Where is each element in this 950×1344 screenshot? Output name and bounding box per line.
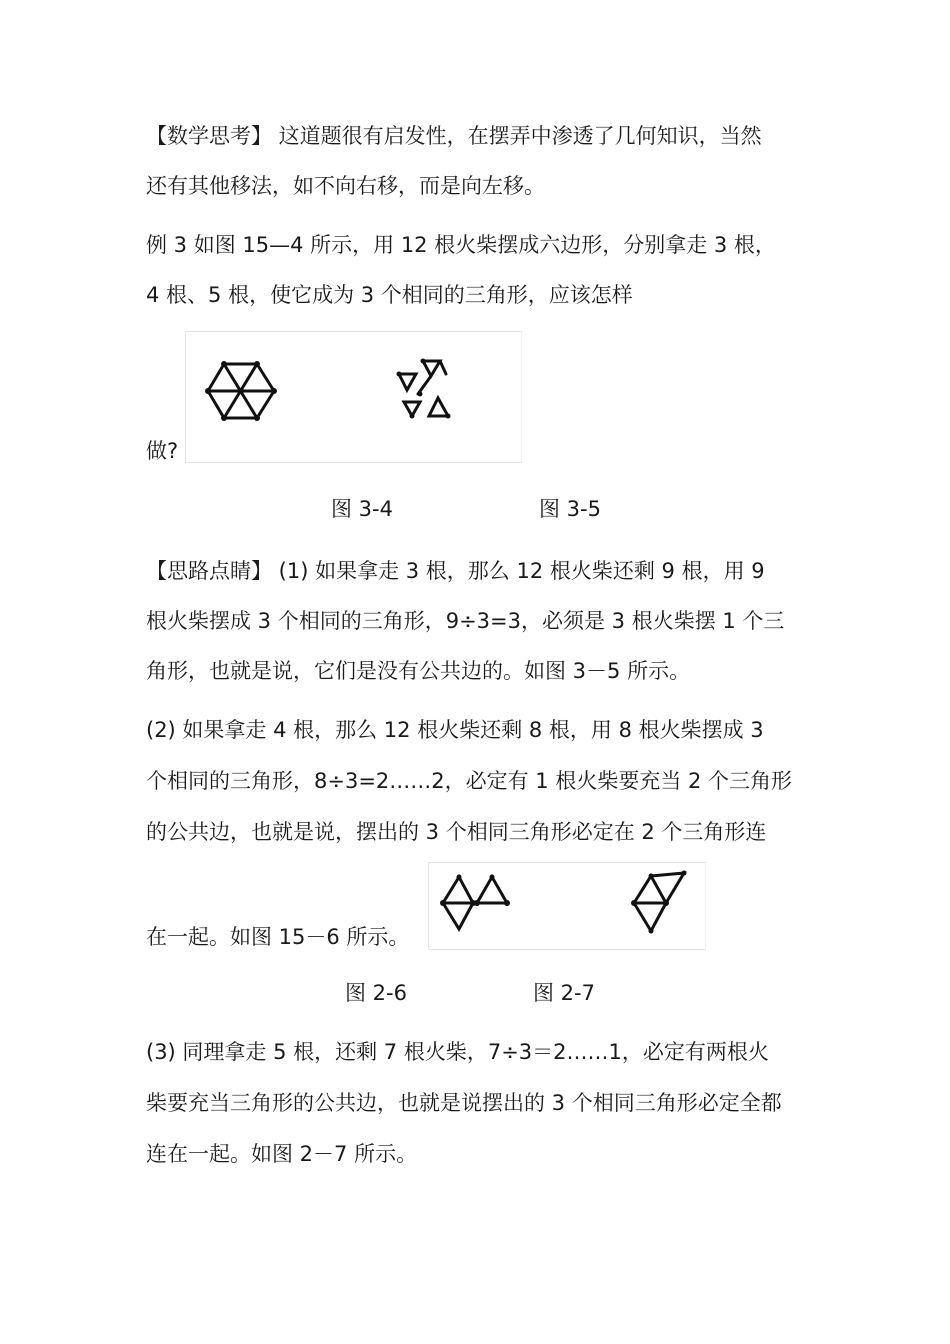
caption-figure-3-5: 图 3-5 <box>539 497 601 521</box>
para1-line2: 还有其他移法，如不向右移，而是向左移。 <box>146 174 545 198</box>
three-separate-triangles-figure <box>397 359 451 419</box>
matchstick-figures-row1 <box>186 332 521 462</box>
hint-line1: 【思路点睛】 (1) 如果拿走 3 根，那么 12 根火柴还剩 9 根，用 9 <box>146 559 765 583</box>
part3-line3: 连在一起。如图 2－7 所示。 <box>146 1142 418 1166</box>
example3-line1: 例 3 如图 15—4 所示，用 12 根火柴摆成六边形，分别拿走 3 根， <box>146 233 776 257</box>
para1-line1: 【数学思考】 这道题很有启发性，在摆弄中渗透了几何知识，当然 <box>146 124 762 148</box>
part3-line1: (3) 同理拿走 5 根，还剩 7 根火柴，7÷3＝2……1，必定有两根火 <box>146 1040 769 1064</box>
hint-line3: 角形，也就是说，它们是没有公共边的。如图 3－5 所示。 <box>146 659 691 683</box>
part2-line1: (2) 如果拿走 4 根，那么 12 根火柴还剩 8 根，用 8 根火柴摆成 3 <box>146 718 764 742</box>
part2-line4: 在一起。如图 15－6 所示。 <box>146 925 410 949</box>
connected-triangles-figure-2-7 <box>631 871 687 934</box>
matchstick-figures-row2 <box>429 863 705 949</box>
caption-figure-3-4: 图 3-4 <box>331 497 393 521</box>
example3-line2: 4 根、5 根，使它成为 3 个相同的三角形，应该怎样 <box>146 283 633 307</box>
part2-line2: 个相同的三角形，8÷3=2……2，必定有 1 根火柴要充当 2 个三角形 <box>146 769 793 793</box>
hexagon-matches-figure <box>205 361 277 421</box>
part3-line2: 柴要充当三角形的公共边，也就是说摆出的 3 个相同三角形必定全都 <box>146 1091 782 1115</box>
figure-box-2-6-2-7 <box>428 862 706 950</box>
figure-box-3-4-3-5 <box>185 331 522 463</box>
caption-figure-2-6: 图 2-6 <box>345 981 407 1005</box>
hint-line2: 根火柴摆成 3 个相同的三角形，9÷3=3，必须是 3 根火柴摆 1 个三 <box>146 609 785 633</box>
example3-line3: 做? <box>146 439 179 463</box>
connected-triangles-figure-2-6 <box>440 875 510 930</box>
part2-line3: 的公共边，也就是说，摆出的 3 个相同三角形必定在 2 个三角形连 <box>146 820 767 844</box>
caption-figure-2-7: 图 2-7 <box>533 981 595 1005</box>
